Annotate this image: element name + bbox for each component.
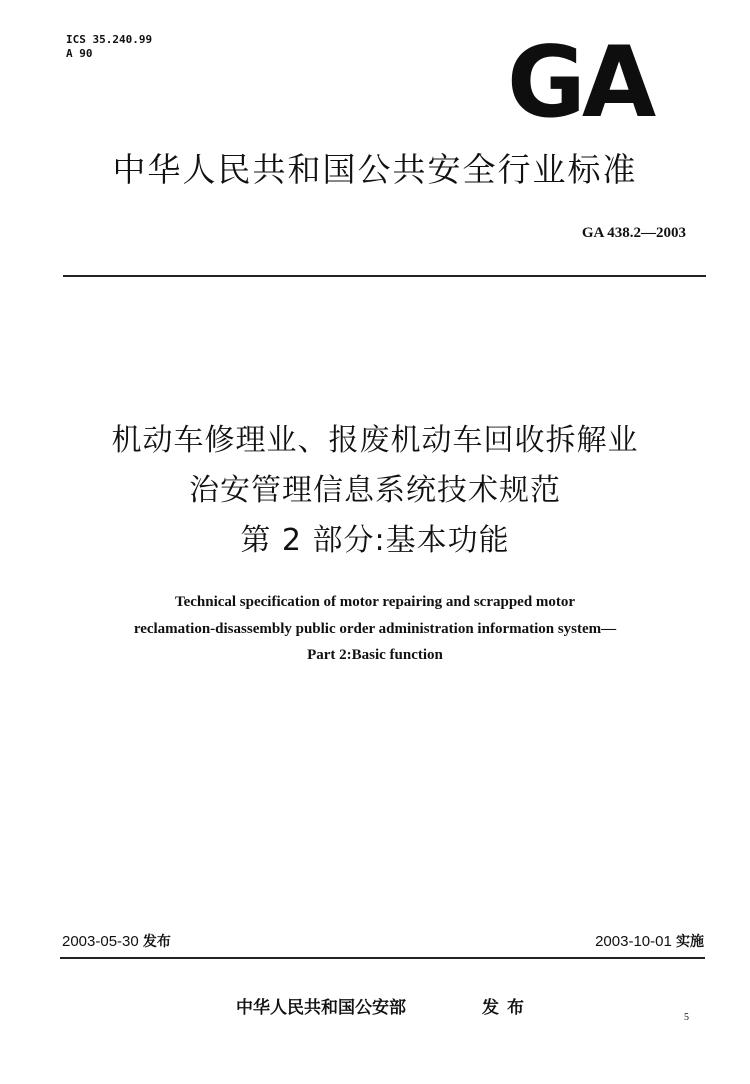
issue-label: 发布 bbox=[482, 998, 532, 1018]
title-cn-line-1: 机动车修理业、报废机动车回收拆解业 bbox=[111, 423, 639, 458]
classification-codes bbox=[66, 33, 152, 61]
page-number: 5 bbox=[684, 1012, 689, 1023]
ga-logo: GA bbox=[507, 26, 653, 140]
title-en-line-1: Technical specification of motor repairing and scrapped motor bbox=[174, 594, 576, 610]
standard-number: GA 438.2—2003 bbox=[581, 225, 686, 241]
implement-date-block bbox=[595, 932, 704, 952]
title-cn-line-3: 第 2 部分:基本功能 bbox=[240, 523, 510, 558]
implement-label: 实施 bbox=[676, 934, 704, 950]
title-en-line-2: reclamation-disassembly public order administration information system— bbox=[133, 621, 617, 637]
publish-date: 2003-05-30 bbox=[62, 933, 139, 950]
ccs-code: A 90 bbox=[66, 47, 93, 60]
title-cn-line-2: 治安管理信息系统技术规范 bbox=[189, 473, 561, 508]
header-divider bbox=[63, 275, 706, 277]
publish-label: 发布 bbox=[142, 934, 171, 950]
ics-code: ICS 35.240.99 bbox=[66, 33, 153, 46]
standard-category-title: 中华人民共和国公共安全行业标准 bbox=[112, 150, 638, 189]
publish-date-block bbox=[62, 932, 171, 952]
implement-date: 2003-10-01 bbox=[595, 933, 672, 950]
title-en-line-3: Part 2:Basic function bbox=[307, 647, 443, 663]
footer-divider bbox=[60, 957, 705, 959]
issuing-authority: 中华人民共和国公安部 bbox=[236, 998, 406, 1018]
